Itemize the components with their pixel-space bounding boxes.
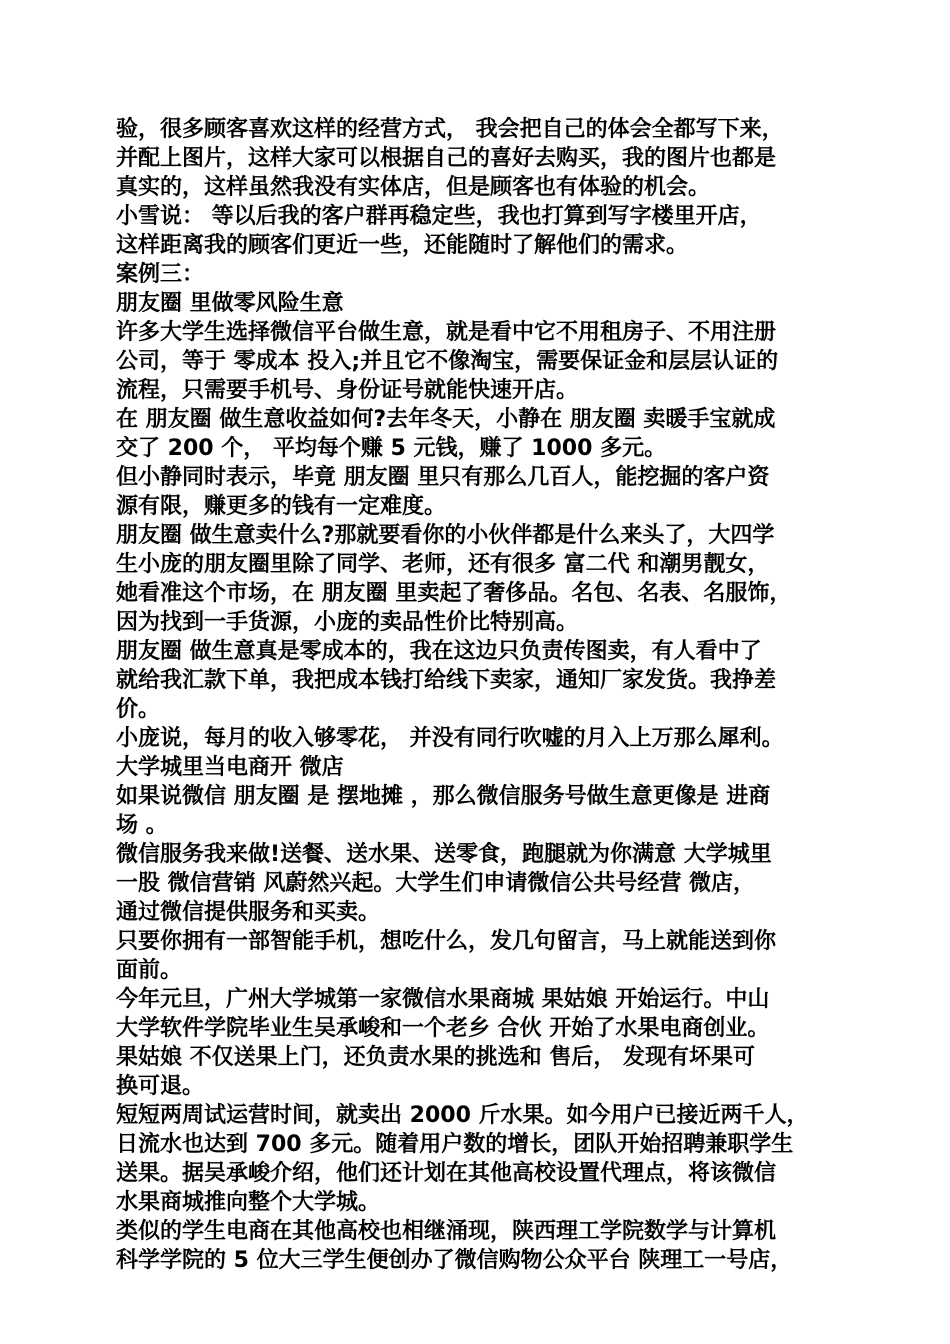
text-line: 公司，等于 零成本 投入;并且它不像淘宝，需要保证金和层层认证的 <box>116 349 779 374</box>
text-line: 朋友圈 做生意卖什么?那就要看你的小伙伴都是什么来头了，大四学 <box>116 523 775 548</box>
text-line: 朋友圈 做生意真是零成本的，我在这边只负责传图卖，有人看中了 <box>116 639 762 664</box>
text-line: 价。 <box>116 697 161 722</box>
section-heading: 大学城里当电商开 微店 <box>116 755 344 780</box>
section-heading: 案例三： <box>116 262 205 287</box>
text-line: 果姑娘 不仅送果上门，还负责水果的挑选和 售后， 发现有坏果可 <box>116 1045 755 1070</box>
text-line: 日流水也达到 700 多元。随着用户数的增长，团队开始招聘兼职学生 <box>116 1132 794 1157</box>
text-line: 但小静同时表示，毕竟 朋友圈 里只有那么几百人，能挖掘的客户资 <box>116 465 770 490</box>
text-line: 真实的，这样虽然我没有实体店，但是顾客也有体验的机会。 <box>116 175 711 200</box>
text-line: 小庞说，每月的收入够零花， 并没有同行吹嘘的月入上万那么犀利。 <box>116 726 784 751</box>
section-heading: 朋友圈 里做零风险生意 <box>116 291 344 316</box>
text-line: 她看准这个市场，在 朋友圈 里卖起了奢侈品。名包、名表、名服饰， <box>116 581 792 606</box>
text-line: 流程，只需要手机号、身份证号就能快速开店。 <box>116 378 579 403</box>
text-line: 面前。 <box>116 958 183 983</box>
text-line: 科学学院的 5 位大三学生便创办了微信购物公众平台 陕理工一号店， <box>116 1248 793 1273</box>
text-line: 就给我汇款下单，我把成本钱打给线下卖家，通知厂家发货。我挣差 <box>116 668 777 693</box>
text-line: 水果商城推向整个大学城。 <box>116 1190 381 1215</box>
text-line: 场 。 <box>116 813 168 838</box>
text-line: 如果说微信 朋友圈 是 摆地摊 ，那么微信服务号做生意更像是 进商 <box>116 784 771 809</box>
text-line: 许多大学生选择微信平台做生意，就是看中它不用租房子、不用注册 <box>116 320 777 345</box>
text-line: 生小庞的朋友圈里除了同学、老师，还有很多 富二代 和潮男靓女， <box>116 552 770 577</box>
text-line: 小雪说： 等以后我的客户群再稳定些，我也打算到写字楼里开店， <box>116 204 762 229</box>
text-line: 通过微信提供服务和买卖。 <box>116 900 381 925</box>
text-line: 只要你拥有一部智能手机，想吃什么，发几句留言，马上就能送到你 <box>116 929 777 954</box>
text-line: 一股 微信营销 风蔚然兴起。大学生们申请微信公共号经营 微店， <box>116 871 755 896</box>
text-line: 这样距离我的顾客们更近一些，还能随时了解他们的需求。 <box>116 233 689 258</box>
text-line: 类似的学生电商在其他高校也相继涌现，陕西理工学院数学与计算机 <box>116 1219 777 1244</box>
text-line: 换可退。 <box>116 1074 205 1099</box>
text-line: 短短两周试运营时间，就卖出 2000 斤水果。如今用户已接近两千人， <box>116 1103 809 1128</box>
text-line: 并配上图片，这样大家可以根据自己的喜好去购买，我的图片也都是 <box>116 146 777 171</box>
text-line: 交了 200 个， 平均每个赚 5 元钱，赚了 1000 多元。 <box>116 436 667 461</box>
text-line: 验，很多顾客喜欢这样的经营方式， 我会把自己的体会全都写下来， <box>116 117 784 142</box>
text-line: 在 朋友圈 做生意收益如何?去年冬天，小静在 朋友圈 卖暖手宝就成 <box>116 407 776 432</box>
text-line: 大学软件学院毕业生吴承峻和一个老乡 合伙 开始了水果电商创业。 <box>116 1016 770 1041</box>
text-line: 今年元旦，广州大学城第一家微信水果商城 果姑娘 开始运行。中山 <box>116 987 770 1012</box>
text-line: 因为找到一手货源，小庞的卖品性价比特别高。 <box>116 610 579 635</box>
text-line: 微信服务我来做!送餐、送水果、送零食，跑腿就为你满意 大学城里 <box>116 842 772 867</box>
document-body <box>116 115 840 1275</box>
text-line: 源有限，赚更多的钱有一定难度。 <box>116 494 447 519</box>
text-line: 送果。据吴承峻介绍，他们还计划在其他高校设置代理点，将该微信 <box>116 1161 777 1186</box>
